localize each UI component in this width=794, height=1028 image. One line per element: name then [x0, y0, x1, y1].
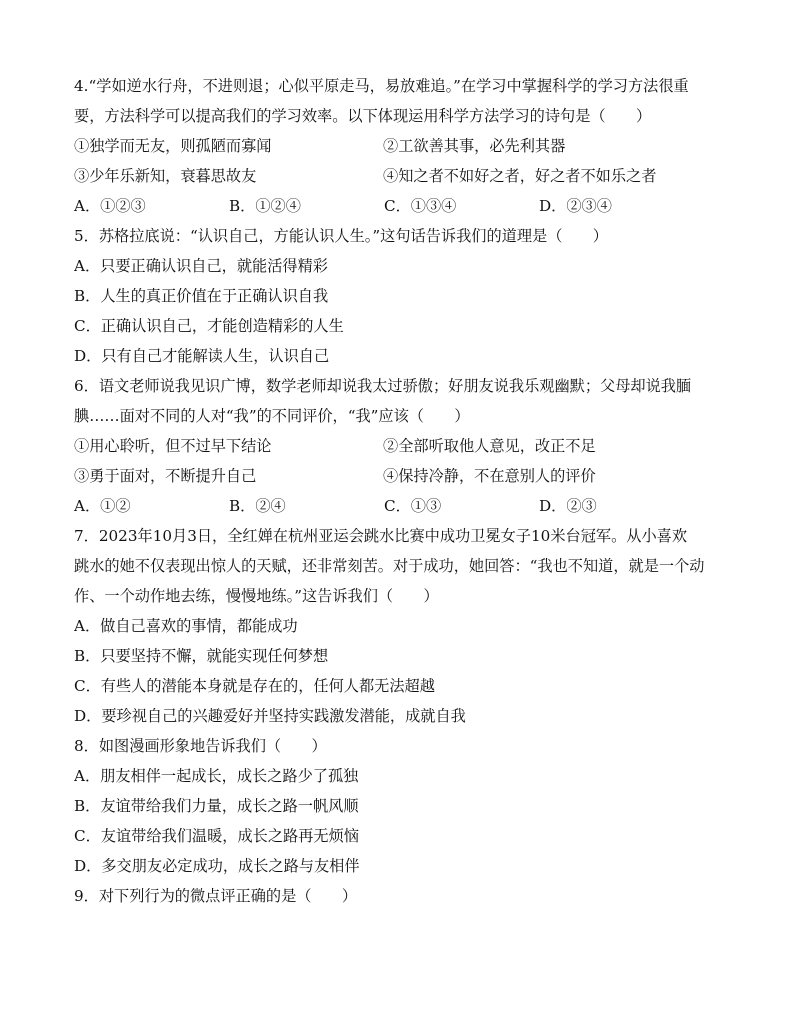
option-a: A．只要正确认识自己，就能活得精彩: [74, 257, 328, 275]
statement-2: ②全部听取他人意见，改正不足: [383, 437, 596, 455]
choice-row: [74, 491, 724, 521]
choice-b: B．②④: [229, 497, 286, 515]
choice-b: B．①②④: [229, 197, 301, 215]
question-7: [74, 521, 724, 731]
question-4: [74, 71, 724, 221]
option-b: B．只要坚持不懈，就能实现任何梦想: [74, 647, 329, 665]
option-d: D．多交朋友必定成功，成长之路与友相伴: [74, 857, 360, 875]
statement-4: ④知之者不如好之者，好之者不如乐之者: [383, 167, 657, 185]
question-stem-line: 7．2023年10月3日，全红婵在杭州亚运会跳水比赛中成功卫冕女子10米台冠军。从小喜欢: [74, 527, 688, 545]
statement-4: ④保持冷静，不在意别人的评价: [383, 467, 596, 485]
exam-page: [74, 71, 724, 911]
question-stem-line: 要，方法科学可以提高我们的学习效率。以下体现运用科学方法学习的诗句是（ ）: [74, 107, 652, 125]
option-b: B．友谊带给我们力量，成长之路一帆风顺: [74, 797, 359, 815]
question-stem-line: 作、一个动作地去练，慢慢地练。”这告诉我们（ ）: [74, 587, 439, 605]
question-9: [74, 881, 724, 911]
statement-1: ①独学而无友，则孤陋而寡闻: [74, 137, 272, 155]
choice-row: [74, 191, 724, 221]
statement-row: [74, 461, 724, 491]
question-stem-line: 8．如图漫画形象地告诉我们（ ）: [74, 737, 327, 755]
statement-2: ②工欲善其事，必先利其器: [383, 137, 566, 155]
choice-d: D．②③④: [539, 197, 612, 215]
option-b: B．人生的真正价值在于正确认识自我: [74, 287, 329, 305]
option-c: C．正确认识自己，才能创造精彩的人生: [74, 317, 344, 335]
statement-row: [74, 131, 724, 161]
question-stem-line: 跳水的她不仅表现出惊人的天赋，还非常刻苦。对于成功，她回答：“我也不知道，就是一个动: [74, 557, 705, 575]
statement-3: ③少年乐新知，衰暮思故友: [74, 167, 257, 185]
choice-a: A．①②③: [74, 197, 146, 215]
choice-a: A．①②: [74, 497, 131, 515]
question-6: [74, 371, 724, 521]
option-a: A．做自己喜欢的事情，都能成功: [74, 617, 298, 635]
question-stem-line: 6．语文老师说我见识广博，数学老师却说我太过骄傲；好朋友说我乐观幽默；父母却说我腼: [74, 377, 692, 395]
question-5: [74, 221, 724, 371]
question-stem-line: 5．苏格拉底说：“认识自己，方能认识人生。”这句话告诉我们的道理是（ ）: [74, 227, 608, 245]
option-a: A．朋友相伴一起成长，成长之路少了孤独: [74, 767, 359, 785]
choice-c: C．①③: [384, 497, 442, 515]
statement-row: [74, 431, 724, 461]
statement-row: [74, 161, 724, 191]
question-8: [74, 731, 724, 881]
option-d: D．要珍视自己的兴趣爱好并坚持实践激发潜能，成就自我: [74, 707, 466, 725]
option-d: D．只有自己才能解读人生，认识自己: [74, 347, 330, 365]
statement-3: ③勇于面对，不断提升自己: [74, 467, 257, 485]
question-stem-line: 腆……面对不同的人对“我”的不同评价，“我”应该（ ）: [74, 407, 470, 425]
choice-d: D．②③: [539, 497, 597, 515]
question-stem-line: 4.“学如逆水行舟，不进则退；心似平原走马，易放难追。”在学习中掌握科学的学习方法很重: [74, 77, 689, 95]
question-stem-line: 9．对下列行为的微点评正确的是（ ）: [74, 887, 358, 905]
option-c: C．友谊带给我们温暖，成长之路再无烦恼: [74, 827, 359, 845]
statement-1: ①用心聆听，但不过早下结论: [74, 437, 272, 455]
option-c: C．有些人的潜能本身就是存在的，任何人都无法超越: [74, 677, 435, 695]
choice-c: C．①③④: [384, 197, 457, 215]
